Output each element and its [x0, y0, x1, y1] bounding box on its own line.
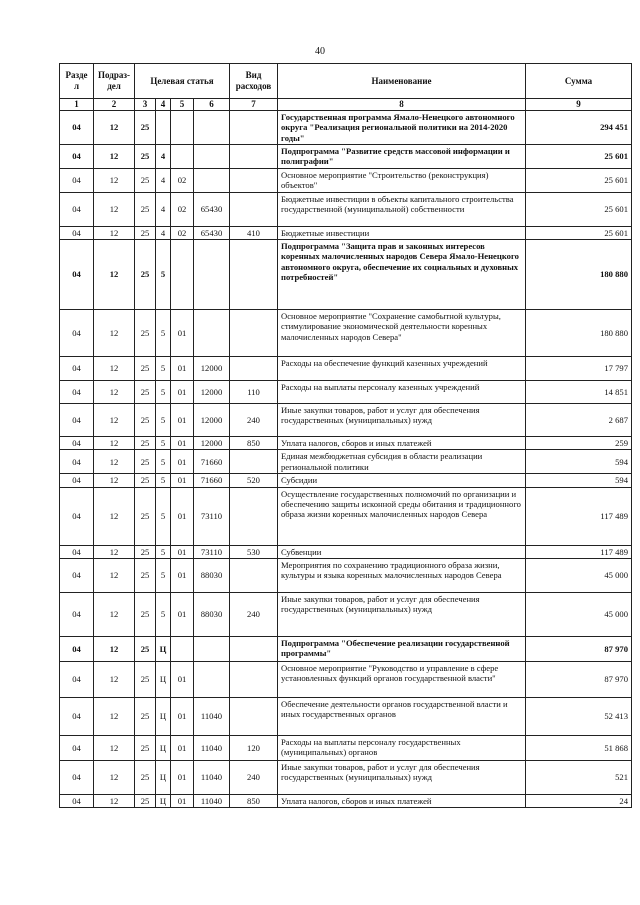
direction-code-cell: 12000 [194, 436, 230, 449]
section-code-cell: 04 [60, 111, 94, 145]
col-header-subsection: Подраз- дел [94, 64, 135, 99]
program-code-cell: 25 [135, 558, 156, 592]
item-name-cell: Уплата налогов, сборов и иных платежей [278, 436, 526, 449]
direction-code-cell [194, 239, 230, 309]
subsection-code-cell: 12 [94, 226, 135, 239]
subsection-code-cell: 12 [94, 239, 135, 309]
amount-cell: 52 413 [526, 697, 632, 735]
activity-code-cell [171, 239, 194, 309]
section-code-cell: 04 [60, 661, 94, 697]
direction-code-cell: 65430 [194, 192, 230, 226]
table-row [60, 661, 632, 697]
section-code-cell: 04 [60, 450, 94, 474]
amount-cell: 180 880 [526, 239, 632, 309]
amount-cell: 594 [526, 450, 632, 474]
activity-code-cell: 02 [171, 192, 194, 226]
section-code-cell: 04 [60, 356, 94, 380]
program-code-cell: 25 [135, 487, 156, 545]
activity-code-cell: 01 [171, 450, 194, 474]
amount-cell: 45 000 [526, 558, 632, 592]
table-row [60, 545, 632, 558]
col-header-amount: Сумма [526, 64, 632, 99]
activity-code-cell: 01 [171, 474, 194, 487]
subsection-code-cell: 12 [94, 735, 135, 760]
direction-code-cell [194, 309, 230, 356]
column-number: 6 [194, 99, 230, 111]
subsection-code-cell: 12 [94, 380, 135, 403]
direction-code-cell: 88030 [194, 592, 230, 636]
subprogram-code-cell: 5 [156, 450, 171, 474]
amount-cell: 180 880 [526, 309, 632, 356]
subsection-code-cell: 12 [94, 309, 135, 356]
expense-type-code-cell: 240 [230, 760, 278, 794]
table-row [60, 558, 632, 592]
activity-code-cell [171, 145, 194, 169]
expense-type-code-cell [230, 192, 278, 226]
subprogram-code-cell: 5 [156, 380, 171, 403]
table-row [60, 145, 632, 169]
expense-type-code-cell [230, 309, 278, 356]
expense-type-code-cell: 530 [230, 545, 278, 558]
activity-code-cell: 01 [171, 356, 194, 380]
subsection-code-cell: 12 [94, 558, 135, 592]
table-row [60, 592, 632, 636]
program-code-cell: 25 [135, 661, 156, 697]
amount-cell: 24 [526, 794, 632, 807]
direction-code-cell: 12000 [194, 380, 230, 403]
subsection-code-cell: 12 [94, 661, 135, 697]
program-code-cell: 25 [135, 403, 156, 436]
column-number: 8 [278, 99, 526, 111]
direction-code-cell: 11040 [194, 794, 230, 807]
program-code-cell: 25 [135, 356, 156, 380]
subsection-code-cell: 12 [94, 592, 135, 636]
header-row [60, 64, 632, 99]
subsection-code-cell: 12 [94, 356, 135, 380]
table-row [60, 226, 632, 239]
section-code-cell: 04 [60, 545, 94, 558]
item-name-cell: Иные закупки товаров, работ и услуг для обеспечения государственных (муниципальных) нужд [278, 592, 526, 636]
expense-type-code-cell [230, 356, 278, 380]
amount-cell: 594 [526, 474, 632, 487]
amount-cell: 2 687 [526, 403, 632, 436]
table-row [60, 192, 632, 226]
column-number-row [60, 99, 632, 111]
item-name-cell: Расходы на выплаты персоналу государственных (муниципальных) органов [278, 735, 526, 760]
amount-cell: 521 [526, 760, 632, 794]
direction-code-cell: 12000 [194, 403, 230, 436]
activity-code-cell: 01 [171, 309, 194, 356]
amount-cell: 117 489 [526, 487, 632, 545]
table-row [60, 403, 632, 436]
item-name-cell: Расходы на выплаты персоналу казенных учреждений [278, 380, 526, 403]
subprogram-code-cell: Ц [156, 735, 171, 760]
item-name-cell: Единая межбюджетная субсидия в области реализации региональной политики [278, 450, 526, 474]
item-name-cell: Подпрограмма "Обеспечение реализации государственной программы" [278, 636, 526, 661]
column-number: 4 [156, 99, 171, 111]
amount-cell: 87 970 [526, 661, 632, 697]
table-row [60, 636, 632, 661]
expense-type-code-cell: 240 [230, 403, 278, 436]
activity-code-cell: 01 [171, 545, 194, 558]
expense-type-code-cell: 120 [230, 735, 278, 760]
amount-cell: 294 451 [526, 111, 632, 145]
table-row [60, 794, 632, 807]
item-name-cell: Бюджетные инвестиции [278, 226, 526, 239]
subprogram-code-cell [156, 111, 171, 145]
program-code-cell: 25 [135, 111, 156, 145]
amount-cell: 17 797 [526, 356, 632, 380]
section-code-cell: 04 [60, 697, 94, 735]
program-code-cell: 25 [135, 760, 156, 794]
column-number: 5 [171, 99, 194, 111]
table-row [60, 436, 632, 449]
table-row [60, 111, 632, 145]
section-code-cell: 04 [60, 474, 94, 487]
subprogram-code-cell: 4 [156, 192, 171, 226]
direction-code-cell: 11040 [194, 697, 230, 735]
budget-table [59, 63, 632, 808]
table-row [60, 450, 632, 474]
direction-code-cell: 73110 [194, 487, 230, 545]
item-name-cell: Обеспечение деятельности органов государственной власти и иных государственных органов [278, 697, 526, 735]
table-body [60, 111, 632, 808]
subprogram-code-cell: 5 [156, 356, 171, 380]
activity-code-cell: 01 [171, 794, 194, 807]
subprogram-code-cell: 5 [156, 545, 171, 558]
table-row [60, 356, 632, 380]
amount-cell: 117 489 [526, 545, 632, 558]
section-code-cell: 04 [60, 145, 94, 169]
column-number: 3 [135, 99, 156, 111]
section-code-cell: 04 [60, 760, 94, 794]
table-row [60, 487, 632, 545]
direction-code-cell [194, 145, 230, 169]
subprogram-code-cell: 4 [156, 145, 171, 169]
item-name-cell: Государственная программа Ямало-Ненецкого автономного округа "Реализация региональной политики на 2014-2020 годы" [278, 111, 526, 145]
table-row [60, 735, 632, 760]
column-number: 9 [526, 99, 632, 111]
subprogram-code-cell: Ц [156, 661, 171, 697]
section-code-cell: 04 [60, 192, 94, 226]
direction-code-cell: 88030 [194, 558, 230, 592]
expense-type-code-cell [230, 145, 278, 169]
direction-code-cell: 73110 [194, 545, 230, 558]
subsection-code-cell: 12 [94, 760, 135, 794]
item-name-cell: Подпрограмма "Защита прав и законных интересов коренных малочисленных народов Севера Ямало-Ненецкого автономного округа, обеспечение их социальных и духовных потребностей" [278, 239, 526, 309]
section-code-cell: 04 [60, 636, 94, 661]
section-code-cell: 04 [60, 592, 94, 636]
section-code-cell: 04 [60, 436, 94, 449]
table-row [60, 380, 632, 403]
program-code-cell: 25 [135, 309, 156, 356]
activity-code-cell: 01 [171, 697, 194, 735]
program-code-cell: 25 [135, 436, 156, 449]
program-code-cell: 25 [135, 450, 156, 474]
subsection-code-cell: 12 [94, 145, 135, 169]
table-row [60, 239, 632, 309]
expense-type-code-cell [230, 168, 278, 192]
program-code-cell: 25 [135, 239, 156, 309]
expense-type-code-cell [230, 661, 278, 697]
subsection-code-cell: 12 [94, 403, 135, 436]
direction-code-cell: 71660 [194, 474, 230, 487]
amount-cell: 25 601 [526, 192, 632, 226]
activity-code-cell [171, 111, 194, 145]
activity-code-cell: 02 [171, 168, 194, 192]
item-name-cell: Основное мероприятие "Сохранение самобытной культуры, стимулирование экономической деятельности коренных малочисленных народов Севера" [278, 309, 526, 356]
subprogram-code-cell: 5 [156, 487, 171, 545]
amount-cell: 45 000 [526, 592, 632, 636]
subprogram-code-cell: Ц [156, 697, 171, 735]
program-code-cell: 25 [135, 380, 156, 403]
item-name-cell: Мероприятия по сохранению традиционного образа жизни, культуры и языка коренных малочисленных народов Севера [278, 558, 526, 592]
item-name-cell: Основное мероприятие "Строительство (реконструкция) объектов" [278, 168, 526, 192]
expense-type-code-cell [230, 487, 278, 545]
subprogram-code-cell: 5 [156, 403, 171, 436]
amount-cell: 51 868 [526, 735, 632, 760]
col-header-name: Наименование [278, 64, 526, 99]
activity-code-cell: 01 [171, 558, 194, 592]
subsection-code-cell: 12 [94, 450, 135, 474]
direction-code-cell [194, 168, 230, 192]
item-name-cell: Иные закупки товаров, работ и услуг для обеспечения государственных (муниципальных) нужд [278, 760, 526, 794]
item-name-cell: Бюджетные инвестиции в объекты капитального строительства государственной (муниципальной) собственности [278, 192, 526, 226]
subsection-code-cell: 12 [94, 636, 135, 661]
section-code-cell: 04 [60, 226, 94, 239]
direction-code-cell: 12000 [194, 356, 230, 380]
program-code-cell: 25 [135, 226, 156, 239]
subprogram-code-cell: 5 [156, 592, 171, 636]
activity-code-cell [171, 636, 194, 661]
direction-code-cell: 11040 [194, 735, 230, 760]
expense-type-code-cell [230, 558, 278, 592]
amount-cell: 25 601 [526, 226, 632, 239]
subsection-code-cell: 12 [94, 487, 135, 545]
subsection-code-cell: 12 [94, 697, 135, 735]
subsection-code-cell: 12 [94, 168, 135, 192]
subprogram-code-cell: 5 [156, 558, 171, 592]
expense-type-code-cell: 850 [230, 436, 278, 449]
expense-type-code-cell: 520 [230, 474, 278, 487]
amount-cell: 87 970 [526, 636, 632, 661]
col-header-expense-type: Вид расходов [230, 64, 278, 99]
item-name-cell: Субвенции [278, 545, 526, 558]
expense-type-code-cell: 110 [230, 380, 278, 403]
section-code-cell: 04 [60, 487, 94, 545]
item-name-cell: Расходы на обеспечение функций казенных учреждений [278, 356, 526, 380]
subprogram-code-cell: 5 [156, 436, 171, 449]
direction-code-cell [194, 661, 230, 697]
table-row [60, 760, 632, 794]
activity-code-cell: 01 [171, 380, 194, 403]
section-code-cell: 04 [60, 794, 94, 807]
amount-cell: 259 [526, 436, 632, 449]
program-code-cell: 25 [135, 592, 156, 636]
amount-cell: 14 851 [526, 380, 632, 403]
subprogram-code-cell: 5 [156, 239, 171, 309]
program-code-cell: 25 [135, 145, 156, 169]
subprogram-code-cell: 5 [156, 474, 171, 487]
expense-type-code-cell [230, 239, 278, 309]
section-code-cell: 04 [60, 239, 94, 309]
table-row [60, 168, 632, 192]
activity-code-cell: 01 [171, 487, 194, 545]
table-row [60, 697, 632, 735]
subsection-code-cell: 12 [94, 474, 135, 487]
subprogram-code-cell: Ц [156, 760, 171, 794]
item-name-cell: Уплата налогов, сборов и иных платежей [278, 794, 526, 807]
section-code-cell: 04 [60, 735, 94, 760]
activity-code-cell: 01 [171, 661, 194, 697]
table-row [60, 474, 632, 487]
direction-code-cell: 65430 [194, 226, 230, 239]
subprogram-code-cell: Ц [156, 794, 171, 807]
subsection-code-cell: 12 [94, 192, 135, 226]
program-code-cell: 25 [135, 168, 156, 192]
expense-type-code-cell [230, 697, 278, 735]
subsection-code-cell: 12 [94, 436, 135, 449]
activity-code-cell: 01 [171, 760, 194, 794]
program-code-cell: 25 [135, 636, 156, 661]
section-code-cell: 04 [60, 403, 94, 436]
activity-code-cell: 02 [171, 226, 194, 239]
subsection-code-cell: 12 [94, 111, 135, 145]
program-code-cell: 25 [135, 474, 156, 487]
subprogram-code-cell: Ц [156, 636, 171, 661]
column-number: 1 [60, 99, 94, 111]
column-number: 2 [94, 99, 135, 111]
activity-code-cell: 01 [171, 436, 194, 449]
direction-code-cell: 11040 [194, 760, 230, 794]
program-code-cell: 25 [135, 794, 156, 807]
section-code-cell: 04 [60, 558, 94, 592]
section-code-cell: 04 [60, 380, 94, 403]
activity-code-cell: 01 [171, 403, 194, 436]
expense-type-code-cell [230, 450, 278, 474]
page-number: 40 [315, 46, 325, 57]
item-name-cell: Субсидии [278, 474, 526, 487]
amount-cell: 25 601 [526, 168, 632, 192]
direction-code-cell [194, 636, 230, 661]
direction-code-cell [194, 111, 230, 145]
activity-code-cell: 01 [171, 592, 194, 636]
item-name-cell: Основное мероприятие "Руководство и управление в сфере установленных функций органов государственной власти" [278, 661, 526, 697]
program-code-cell: 25 [135, 697, 156, 735]
expense-type-code-cell: 410 [230, 226, 278, 239]
subsection-code-cell: 12 [94, 794, 135, 807]
subprogram-code-cell: 4 [156, 226, 171, 239]
item-name-cell: Иные закупки товаров, работ и услуг для обеспечения государственных (муниципальных) нужд [278, 403, 526, 436]
col-header-target: Целевая статья [135, 64, 230, 99]
col-header-section: Разде л [60, 64, 94, 99]
section-code-cell: 04 [60, 168, 94, 192]
subprogram-code-cell: 5 [156, 309, 171, 356]
subsection-code-cell: 12 [94, 545, 135, 558]
direction-code-cell: 71660 [194, 450, 230, 474]
expense-type-code-cell [230, 636, 278, 661]
column-number: 7 [230, 99, 278, 111]
item-name-cell: Подпрограмма "Развитие средств массовой информации и полиграфии" [278, 145, 526, 169]
program-code-cell: 25 [135, 735, 156, 760]
subprogram-code-cell: 4 [156, 168, 171, 192]
expense-type-code-cell: 240 [230, 592, 278, 636]
amount-cell: 25 601 [526, 145, 632, 169]
item-name-cell: Осуществление государственных полномочий по организации и обеспечению защиты исконной среды обитания и традиционного образа жизни коренных малочисленных народов Севера [278, 487, 526, 545]
program-code-cell: 25 [135, 192, 156, 226]
activity-code-cell: 01 [171, 735, 194, 760]
expense-type-code-cell: 850 [230, 794, 278, 807]
table-row [60, 309, 632, 356]
expense-type-code-cell [230, 111, 278, 145]
section-code-cell: 04 [60, 309, 94, 356]
program-code-cell: 25 [135, 545, 156, 558]
